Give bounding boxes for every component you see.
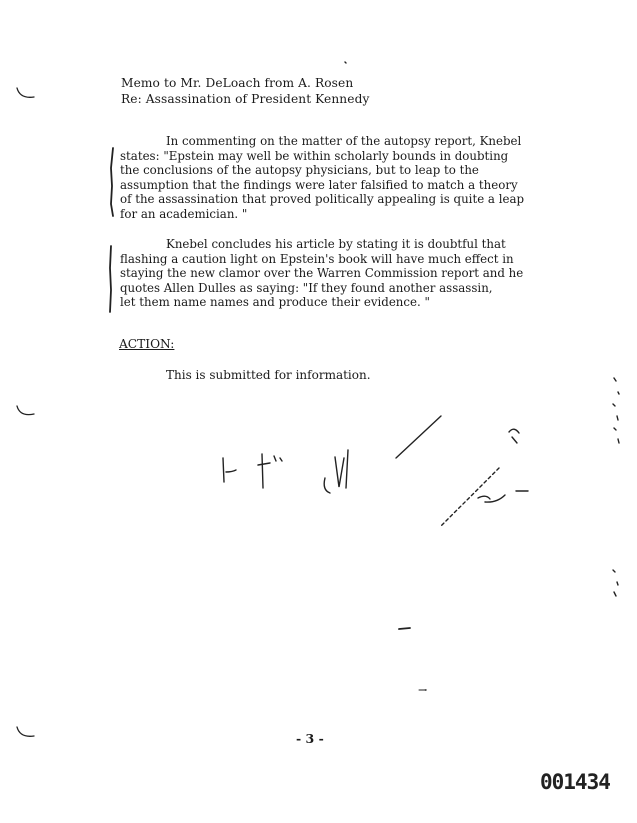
binder-hole-mark bbox=[17, 727, 34, 736]
paragraph-line: In commenting on the matter of the autopsy report, Knebel bbox=[166, 134, 522, 148]
paragraph-line: Knebel concludes his article by stating it is doubtful that bbox=[166, 237, 506, 251]
paragraph-line: of the assassination that proved politically appealing is quite a leap bbox=[120, 192, 525, 207]
document-number-stamp: 001434 bbox=[540, 770, 610, 794]
paragraph-line: flashing a caution light on Epstein's book will have much effect in bbox=[120, 251, 514, 266]
memo-to-line: Memo to Mr. DeLoach from A. Rosen bbox=[121, 76, 354, 90]
page-number: - 3 - bbox=[296, 731, 324, 746]
paragraph-line: the conclusions of the autopsy physicians, but to leap to the bbox=[120, 163, 479, 178]
action-text: This is submitted for information. bbox=[166, 368, 371, 382]
paragraph-line: let them name names and produce their evidence. " bbox=[120, 295, 430, 310]
binder-hole-mark bbox=[17, 88, 34, 97]
margin-speckles bbox=[345, 62, 619, 690]
paragraph-line: states: "Epstein may well be within scholarly bounds in doubting bbox=[120, 148, 509, 163]
margin-bracket bbox=[110, 246, 111, 312]
binder-hole-mark bbox=[17, 406, 34, 415]
paragraph-line: for an academician. " bbox=[120, 206, 248, 221]
action-heading: ACTION: bbox=[119, 337, 175, 351]
memo-subject-line: Re: Assassination of President Kennedy bbox=[121, 92, 370, 106]
handwritten-initials bbox=[223, 416, 528, 690]
margin-bracket bbox=[111, 148, 113, 216]
paragraph-line: staying the new clamor over the Warren Commission report and he bbox=[120, 266, 524, 281]
paragraph-line: assumption that the findings were later falsified to match a theory bbox=[120, 177, 518, 192]
paragraph-line: quotes Allen Dulles as saying: "If they found another assassin, bbox=[120, 280, 493, 295]
